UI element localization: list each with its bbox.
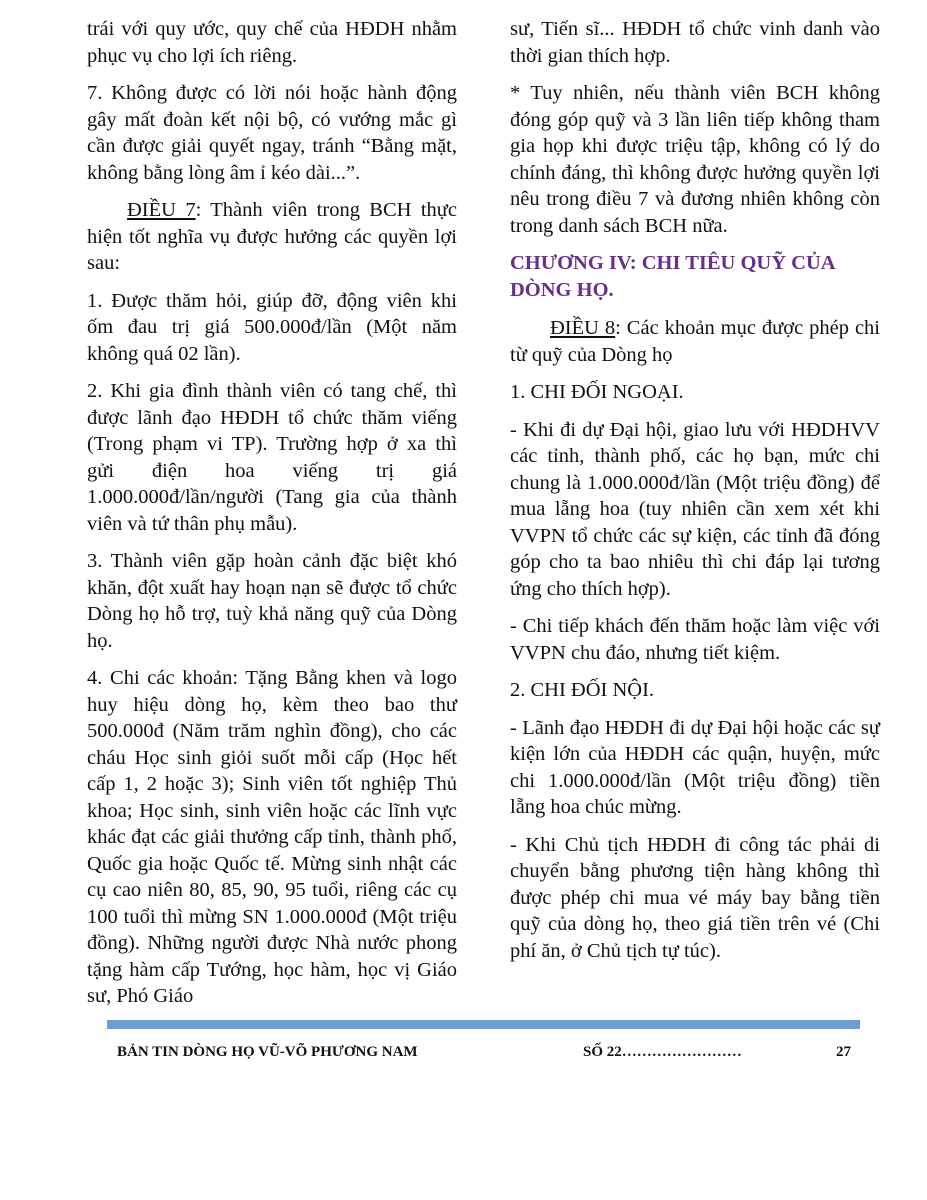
footer-divider: [107, 1020, 860, 1029]
paragraph: * Tuy nhiên, nếu thành viên BCH không đóng góp quỹ và 3 lần liên tiếp không tham gia họp khi được triệu tập, không có lý do chính đáng, thì không được hưởng quyền lợi nêu trong điều 7 và đương nhiên không còn trong danh sách BCH nữa.: [510, 82, 880, 237]
paragraph: - Lãnh đạo HĐDH đi dự Đại hội hoặc các sự kiện lớn của HĐDH các quận, huyện, mức chi 1.000.000đ/lần (Một triệu đồng) tiền lẵng hoa chúc mừng.: [510, 716, 880, 818]
paragraph: - Chi tiếp khách đến thăm hoặc làm việc với VVPN chu đáo, nhưng tiết kiệm.: [510, 615, 880, 664]
paragraph: trái với quy ước, quy chế của HĐDH nhằm phục vụ cho lợi ích riêng.: [87, 18, 457, 67]
article-8-label: ĐIỀU 8: [550, 317, 616, 339]
article-8-text: : Các khoản mục được phép chi từ quỹ của Dòng họ: [510, 317, 880, 366]
section-heading: 1. CHI ĐỐI NGOẠI.: [510, 381, 684, 403]
paragraph: - Khi đi dự Đại hội, giao lưu với HĐDHVV các tỉnh, thành phố, các họ bạn, mức chi chung là 1.000.000đ/lần (Một triệu đồng) để mua lẵng hoa (tuy nhiên cần xem xét khi VVPN tổ chức các sự kiện, các tỉnh đã đóng góp cho ta bao nhiêu thì chi đáp lại tương ứng cho thích hợp).: [510, 418, 880, 600]
paragraph: - Khi Chủ tịch HĐDH đi công tác phải di chuyển bằng phương tiện hàng không thì được phép chi mua vé máy bay bằng tiền quỹ của dòng họ, theo giá tiền trên vé (Chi phí ăn, ở Chủ tịch tự túc).: [510, 833, 880, 962]
section-heading: 2. CHI ĐỐI NỘI.: [510, 679, 655, 701]
article-7: [87, 197, 457, 277]
paragraph: 7. Không được có lời nói hoặc hành động gây mất đoàn kết nội bộ, có vướng mắc gì cần được giải quyết ngay, tránh “Bằng mặt, không bằng lòng âm ỉ kéo dài...”.: [87, 82, 457, 184]
paragraph: sư, Tiến sĩ... HĐDH tổ chức vinh danh vào thời gian thích hợp.: [510, 18, 880, 67]
paragraph: 2. Khi gia đình thành viên có tang chế, thì được lãnh đạo HĐDH tổ chức thăm viếng (Trong phạm vi TP). Trường hợp ở xa thì gửi điện hoa viếng trị giá 1.000.000đ/lần/người (Tang gia của thành viên và tứ thân phụ mẫu).: [87, 380, 457, 535]
footer-publication: BẢN TIN DÒNG HỌ VŨ-VÕ PHƯƠNG NAM: [117, 1044, 418, 1060]
article-7-label: ĐIỀU 7: [127, 199, 196, 221]
chapter-heading: CHƯƠNG IV: CHI TIÊU QUỸ CỦA DÒNG HỌ.: [510, 252, 835, 301]
paragraph: 1. Được thăm hỏi, giúp đỡ, động viên khi ốm đau trị giá 500.000đ/lần (Một năm không quá 02 lần).: [87, 289, 457, 365]
paragraph: 3. Thành viên gặp hoàn cảnh đặc biệt khó khăn, đột xuất hay hoạn nạn sẽ được tổ chức Dòng họ hỗ trợ, tuỳ khả năng quỹ của Dòng họ.: [87, 550, 457, 652]
right-column: [510, 16, 880, 975]
article-8: [510, 315, 880, 368]
page-number: 27: [836, 1044, 851, 1060]
footer-issue: SỐ 22……………………: [583, 1044, 742, 1060]
article-7-text: : Thành viên trong BCH thực hiện tốt nghĩa vụ được hưởng các quyền lợi sau:: [87, 199, 457, 274]
left-column: [87, 16, 457, 1021]
paragraph: 4. Chi các khoản: Tặng Bằng khen và logo huy hiệu dòng họ, kèm theo bao thư 500.000đ (Năm trăm nghìn đồng), cho các cháu Học sinh giỏi suốt mỗi cấp (Học hết cấp 1, 2 hoặc 3); Sinh viên tốt nghiệp Thủ khoa; Học sinh, sinh viên hoặc các lĩnh vực khác đạt các giải thưởng cấp tỉnh, thành phố, Quốc gia hoặc Quốc tế. Mừng sinh nhật các cụ cao niên 80, 85, 90, 95 tuổi, riêng các cụ 100 tuổi thì mừng SN 1.000.000đ (Một triệu đồng). Những người được Nhà nước phong tặng hàm cấp Tướng, học hàm, học vị Giáo sư, Phó Giáo: [87, 667, 457, 1007]
